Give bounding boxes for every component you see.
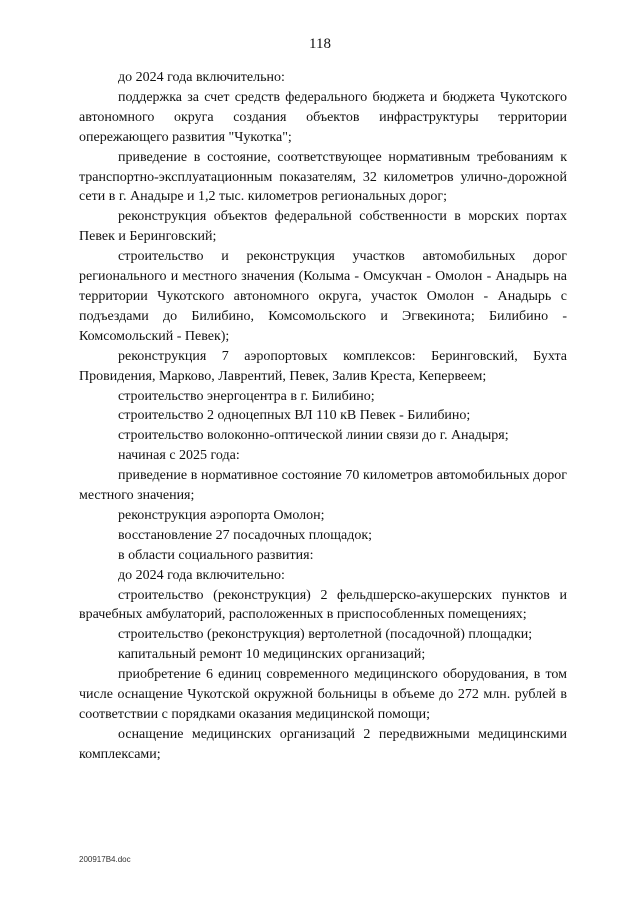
paragraph: в области социального развития: xyxy=(118,547,314,563)
paragraph: строительство (реконструкция) 2 фельдшерско-акушерских пунктов и врачебных амбулаторий, расположенных в приспособленных помещениях; xyxy=(79,587,567,623)
paragraph: реконструкция объектов федеральной собственности в морских портах Певек и Беринговский; xyxy=(79,209,567,245)
paragraph: строительство и реконструкция участков автомобильных дорог регионального и местного значения (Колыма - Омсукчан - Омолон - Анадырь на территории Чукотского автономного округа, участок Омолон - Анадырь с подъездами до Билибино, Комсомольского и Эгвекинота; Билибино - Комсомольский - Певек); xyxy=(79,249,567,344)
paragraph: приведение в состояние, соответствующее нормативным требованиям к транспортно-эксплуатационным показателям, 32 километров улично-дорожной сети в г. Анадыре и 1,2 тыс. километров региональных дорог; xyxy=(79,149,567,205)
paragraph: строительство 2 одноцепных ВЛ 110 кВ Певек - Билибино; xyxy=(118,408,471,424)
page-number: 118 xyxy=(309,36,331,52)
paragraph: оснащение медицинских организаций 2 передвижными медицинскими комплексами; xyxy=(79,726,567,762)
paragraph: начиная с 2025 года: xyxy=(118,448,240,464)
paragraph: строительство волоконно-оптической линии связи до г. Анадыря; xyxy=(118,428,509,444)
document-body xyxy=(79,68,567,765)
footer-filename: 200917В4.doc xyxy=(79,855,131,864)
paragraph: восстановление 27 посадочных площадок; xyxy=(118,527,373,543)
paragraph: поддержка за счет средств федерального бюджета и бюджета Чукотского автономного округа создания объектов инфраструктуры территории опережающего развития "Чукотка"; xyxy=(79,89,567,145)
paragraph: капитальный ремонт 10 медицинских организаций; xyxy=(118,647,426,663)
paragraph: приобретение 6 единиц современного медицинского оборудования, в том числе оснащение Чукотской окружной больницы в объеме до 272 млн. рублей в соответствии с порядками оказания медицинской помощи; xyxy=(79,667,567,722)
paragraph: до 2024 года включительно: xyxy=(118,70,285,85)
paragraph: строительство энергоцентра в г. Билибино; xyxy=(118,388,375,404)
paragraph: строительство (реконструкция) вертолетной (посадочной) площадки; xyxy=(118,627,533,643)
paragraph: приведение в нормативное состояние 70 километров автомобильных дорог местного значения; xyxy=(79,468,567,504)
paragraph: реконструкция 7 аэропортовых комплексов: Беринговский, Бухта Провидения, Марково, Лаврентий, Певек, Залив Креста, Кепервеем; xyxy=(79,348,567,384)
paragraph: до 2024 года включительно: xyxy=(118,567,285,583)
paragraph: реконструкция аэропорта Омолон; xyxy=(118,507,325,523)
